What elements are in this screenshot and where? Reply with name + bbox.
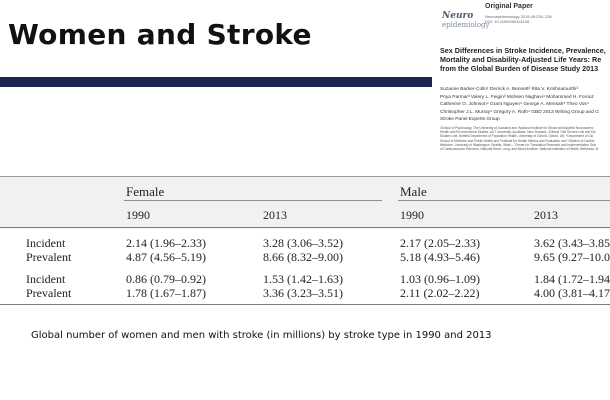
row-label: Incident	[26, 272, 66, 286]
table-header	[0, 176, 610, 229]
paper-doi: Neuroepidemiology 2015;45:230–236 DOI: 10.1159/000441106	[485, 14, 552, 24]
table-cell: 3.28 (3.06–3.52)	[263, 236, 343, 250]
table-caption: Global number of women and men with stroke (in millions) by stroke type in 1990 and 2013	[31, 330, 492, 341]
male-group-rule	[398, 200, 610, 201]
year-header: 1990	[400, 208, 424, 222]
year-header: 2013	[534, 208, 558, 222]
paper-affiliations: ¹School of Psychology, The University of Auckland and ²National Institute for Stroke and Applied Neuroscienc Health and Environmental Studies, AUT University, Auckland, New Zealand; ³Clinical Trial Service Unit and Epi Studies Unit, Nuffield Department of Population Health, University of Oxford, Oxford, UK; ⁴Department of Glo School of Medicine and Public Health and ⁵Institute for Health Metrics and Evaluation and ⁶Division of Cardiol Medicine, University of Washington, Seattle, Wash.; ⁷Center for Translation Research and Implementation Scie of Cardiovascular Sciences, National Heart, Lung, and Blood Institute, National Institutes of Health, Bethesda, M	[440, 126, 599, 152]
paper-title: Sex Differences in Stroke Incidence, Prevalence, Mortality and Disability-Adjusted Life Years: Re from the Global Burden of Disease Study 2013	[440, 46, 606, 73]
year-header: 1990	[126, 208, 150, 222]
table-cell: 1.03 (0.96–1.09)	[400, 272, 480, 286]
paper-excerpt	[432, 0, 610, 165]
table-cell: 5.18 (4.93–5.46)	[400, 250, 480, 264]
table-cell: 1.84 (1.72–1.94	[534, 272, 610, 286]
row-label: Prevalent	[26, 286, 72, 300]
table-bottom-rule	[0, 304, 610, 305]
group-female: Female	[126, 184, 165, 199]
table-cell: 3.62 (3.43–3.85	[534, 236, 610, 250]
row-label: Prevalent	[26, 250, 72, 264]
year-header: 2013	[263, 208, 287, 222]
journal-logo-line1: Neuro	[442, 11, 474, 21]
table-cell: 1.78 (1.67–1.87)	[126, 286, 206, 300]
stroke-table	[0, 176, 610, 308]
table-cell: 2.17 (2.05–2.33)	[400, 236, 480, 250]
title-underline-bar	[0, 77, 432, 87]
paper-label: Original Paper	[485, 3, 533, 10]
table-cell: 3.36 (3.23–3.51)	[263, 286, 343, 300]
female-group-rule	[124, 200, 382, 201]
paper-authors: Suzanne Barker-Collo¹ Derrick A. Bennett² Rita V. Krishnamurthi³ Priya Parmar³ Valery L. Feigin³ Mohsen Naghavi⁴ Mohammed H. Forouz Catherine O. Johnson⁴ Grant Nguyen⁴ George A. Mensah⁵ Theo Vos⁴ Christopher J.L. Murray⁴ Gregory A. Roth⁴ GBD 2013 Writing Group and G Stroke Panel Experts Group	[440, 87, 599, 122]
table-cell: 4.00 (3.81–4.17	[534, 286, 610, 300]
table-cell: 2.14 (1.96–2.33)	[126, 236, 206, 250]
journal-logo-line2: epidemiology	[442, 21, 490, 29]
table-cell: 8.66 (8.32–9.00)	[263, 250, 343, 264]
table-cell: 0.86 (0.79–0.92)	[126, 272, 206, 286]
table-cell: 2.11 (2.02–2.22)	[400, 286, 480, 300]
table-cell: 4.87 (4.56–5.19)	[126, 250, 206, 264]
row-label: Incident	[26, 236, 66, 250]
header-bottom-rule	[0, 227, 610, 228]
table-cell: 1.53 (1.42–1.63)	[263, 272, 343, 286]
table-cell: 9.65 (9.27–10.0	[534, 250, 610, 264]
slide-title: Women and Stroke	[8, 18, 312, 51]
group-male: Male	[400, 184, 427, 199]
journal-logo	[442, 12, 489, 30]
